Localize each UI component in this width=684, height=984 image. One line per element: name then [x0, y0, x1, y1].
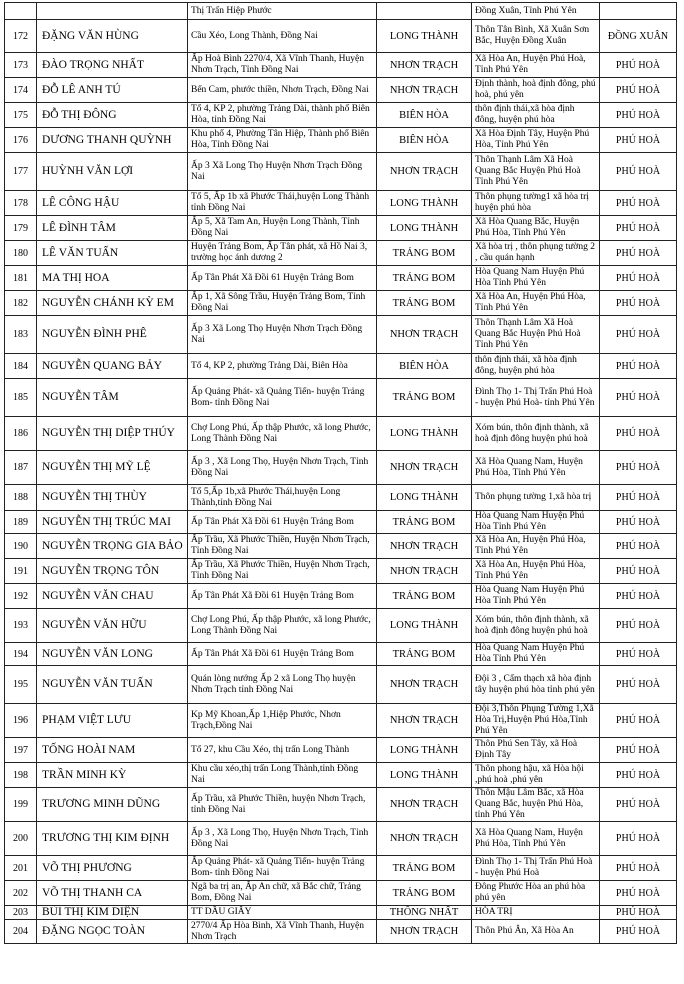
- cell-name: TỐNG HOÀI NAM: [37, 738, 188, 763]
- table-row: [5, 511, 677, 534]
- table-row: [5, 316, 677, 354]
- cell-stt: 199: [5, 788, 37, 822]
- cell-name: NGUYỄN TRỌNG TÔN: [37, 559, 188, 584]
- cell-name: NGUYỄN CHÁNH KỲ EM: [37, 291, 188, 316]
- cell-stt: 184: [5, 354, 37, 379]
- cell-name: MA THỊ HOA: [37, 266, 188, 291]
- cell-home-district: PHÚ HOÀ: [600, 920, 677, 944]
- cell-district: THỐNG NHẤT: [377, 906, 472, 920]
- cell-district: TRẢNG BOM: [377, 291, 472, 316]
- cell-name: NGUYỄN ĐÌNH PHÊ: [37, 316, 188, 354]
- cell-name: NGUYỄN VĂN LONG: [37, 643, 188, 666]
- cell-home-address: Thôn phụng tường1 xã hòa trị huyện phú hòa: [472, 191, 600, 216]
- cell-name: BÙI THỊ KIM DIỆN: [37, 906, 188, 920]
- cell-stt: 174: [5, 78, 37, 103]
- cell-home-address: Xã Hòa An, Huyện Phú Hòa, Tỉnh Phú Yên: [472, 291, 600, 316]
- cell-name: PHẠM VIỆT LƯU: [37, 704, 188, 738]
- cell-home-district: PHÚ HOÀ: [600, 379, 677, 417]
- cell-home-address: Thôn phụng tường 1,xã hòa trị: [472, 485, 600, 511]
- cell-home-district: PHÚ HOÀ: [600, 906, 677, 920]
- cell-home-district: PHÚ HOÀ: [600, 266, 677, 291]
- table-row: [5, 241, 677, 266]
- cell-name: NGUYỄN TÂM: [37, 379, 188, 417]
- cell-home-district: PHÚ HOÀ: [600, 291, 677, 316]
- cell-home-address: Hòa Quang Nam Huyện Phú Hòa Tỉnh Phú Yên: [472, 511, 600, 534]
- cell-home-district: PHÚ HOÀ: [600, 559, 677, 584]
- cell-district: BIÊN HÒA: [377, 354, 472, 379]
- cell-home-district: PHÚ HOÀ: [600, 451, 677, 485]
- cell-home-district: PHÚ HOÀ: [600, 584, 677, 609]
- cell-current-address: Ấp Hoà Bình 2270/4, Xã Vĩnh Thanh, Huyện Nhơn Trạch, Tỉnh Đồng Nai: [188, 53, 377, 78]
- cell-current-address: Ấp Trầu, xã Phước Thiền, huyện Nhơn Trạch, tỉnh Đồng Nai: [188, 788, 377, 822]
- cell-name: LÊ VĂN TUẤN: [37, 241, 188, 266]
- cell-district: LONG THÀNH: [377, 191, 472, 216]
- cell-stt: 190: [5, 534, 37, 559]
- cell-home-district: PHÚ HOÀ: [600, 241, 677, 266]
- cell-home-district: PHÚ HOÀ: [600, 704, 677, 738]
- table-row: [5, 417, 677, 451]
- cell-current-address: Kp Mỹ Khoan,Ấp 1,Hiệp Phước, Nhơn Trạch,Đồng Nai: [188, 704, 377, 738]
- cell-district: NHƠN TRẠCH: [377, 920, 472, 944]
- cell-stt: 195: [5, 666, 37, 704]
- cell-home-address: Đình Thọ 1- Thị Trấn Phú Hoà - huyện Phú Hoà- tỉnh Phú Yên: [472, 379, 600, 417]
- cell-stt: 191: [5, 559, 37, 584]
- cell-stt: 176: [5, 128, 37, 153]
- cell-name: NGUYỄN THỊ DIỆP THÚY: [37, 417, 188, 451]
- cell-name: NGUYỄN THỊ THÙY: [37, 485, 188, 511]
- table-row: [5, 763, 677, 788]
- cell-current-address: Tổ 5, Ấp 1b xã Phước Thái,huyện Long Thành tỉnh Đồng Nai: [188, 191, 377, 216]
- table-row: [5, 788, 677, 822]
- cell-name: NGUYỄN TRỌNG GIA BẢO: [37, 534, 188, 559]
- table-row: [5, 451, 677, 485]
- cell-home-district: PHÚ HOÀ: [600, 417, 677, 451]
- table-row: [5, 881, 677, 906]
- cell-stt: 177: [5, 153, 37, 191]
- table-row: [5, 666, 677, 704]
- cell-home-address: Xóm bún, thôn định thành, xã hoà định đông huyện phú hoà: [472, 609, 600, 643]
- cell-district: NHƠN TRẠCH: [377, 153, 472, 191]
- cell-home-district: PHÚ HOÀ: [600, 53, 677, 78]
- cell-current-address: Ấp Tân Phát Xã Đồi 61 Huyện Trảng Bom: [188, 643, 377, 666]
- cell-district: NHƠN TRẠCH: [377, 451, 472, 485]
- cell-name: NGUYỄN THỊ TRÚC MAI: [37, 511, 188, 534]
- cell-current-address: 2770/4 Ấp Hòa Bình, Xã Vĩnh Thanh, Huyện Nhơn Trạch: [188, 920, 377, 944]
- cell-home-district: ĐỒNG XUÂN: [600, 20, 677, 53]
- cell-home-district: PHÚ HOÀ: [600, 822, 677, 856]
- cell-home-address: Đông Phước Hòa an phú hòa phú yên: [472, 881, 600, 906]
- cell-name: ĐỖ LÊ ANH TÚ: [37, 78, 188, 103]
- cell-home-district: PHÚ HOÀ: [600, 128, 677, 153]
- cell-district: NHƠN TRẠCH: [377, 559, 472, 584]
- cell-district: TRẢNG BOM: [377, 881, 472, 906]
- cell-home-district: PHÚ HOÀ: [600, 78, 677, 103]
- cell-home-district: PHÚ HOÀ: [600, 856, 677, 881]
- cell-home-district: PHÚ HOÀ: [600, 191, 677, 216]
- cell-current-address: Chợ Long Phú, Ấp thập Phước, xã long Phước, Long Thành Đồng Nai: [188, 609, 377, 643]
- cell-stt: 180: [5, 241, 37, 266]
- cell-home-district: PHÚ HOÀ: [600, 881, 677, 906]
- cell-name: ĐẶNG VĂN HÙNG: [37, 20, 188, 53]
- cell-district: TRẢNG BOM: [377, 584, 472, 609]
- cell-home-district: PHÚ HOÀ: [600, 763, 677, 788]
- table-row: [5, 153, 677, 191]
- table-row: [5, 584, 677, 609]
- cell-stt: 183: [5, 316, 37, 354]
- cell-home-address: Xã Hòa Quang Nam, Huyện Phú Hòa, Tỉnh Phú Yên: [472, 451, 600, 485]
- cell-stt: 196: [5, 704, 37, 738]
- cell-name: TRƯƠNG THỊ KIM ĐỊNH: [37, 822, 188, 856]
- cell-name: VÕ THỊ THANH CA: [37, 881, 188, 906]
- cell-stt: 189: [5, 511, 37, 534]
- table-row: [5, 128, 677, 153]
- cell-district: NHƠN TRẠCH: [377, 53, 472, 78]
- cell-stt: 187: [5, 451, 37, 485]
- cell-name: NGUYỄN QUANG BẢY: [37, 354, 188, 379]
- cell-current-address: Ấp Tân Phát Xã Đồi 61 Huyện Trảng Bom: [188, 511, 377, 534]
- cell-district: NHƠN TRẠCH: [377, 788, 472, 822]
- cell-home-address: Xã Hòa Quang Nam, Huyện Phú Hòa, Tỉnh Phú Yên: [472, 822, 600, 856]
- cell-name: TRẦN MINH KỲ: [37, 763, 188, 788]
- cell-stt: 175: [5, 103, 37, 128]
- cell-current-address: Ấp 3 , Xã Long Thọ, Huyện Nhơn Trạch, Tỉnh Đồng Nai: [188, 451, 377, 485]
- table-row: [5, 906, 677, 920]
- cell-name: NGUYỄN THỊ MỸ LỆ: [37, 451, 188, 485]
- cell-home-address: Hòa Quang Nam Huyện Phú Hòa Tỉnh Phú Yên: [472, 584, 600, 609]
- cell-district: TRẢNG BOM: [377, 379, 472, 417]
- cell-home-district: PHÚ HOÀ: [600, 354, 677, 379]
- cell-stt: 179: [5, 216, 37, 241]
- cell-district: [377, 3, 472, 20]
- cell-home-district: PHÚ HOÀ: [600, 485, 677, 511]
- cell-name: ĐÀO TRỌNG NHẤT: [37, 53, 188, 78]
- cell-current-address: Ấp 3 , Xã Long Thọ, Huyện Nhơn Trạch, Tỉnh Đồng Nai: [188, 822, 377, 856]
- cell-name: NGUYỄN VĂN TUẤN: [37, 666, 188, 704]
- cell-stt: [5, 3, 37, 20]
- cell-name: LÊ CÔNG HẬU: [37, 191, 188, 216]
- cell-home-district: PHÚ HOÀ: [600, 534, 677, 559]
- cell-home-district: PHÚ HOÀ: [600, 643, 677, 666]
- cell-name: NGUYỄN VĂN HỮU: [37, 609, 188, 643]
- table-row: [5, 643, 677, 666]
- cell-home-address: Xóm bún, thôn định thành, xã hoà định đông huyện phú hoà: [472, 417, 600, 451]
- cell-home-address: Hòa Quang Nam Huyện Phú Hòa Tỉnh Phú Yên: [472, 643, 600, 666]
- cell-stt: 173: [5, 53, 37, 78]
- cell-current-address: Ấp Quảng Phát- xã Quảng Tiến- huyện Trảng Bom- tỉnh Đồng Nai: [188, 379, 377, 417]
- cell-stt: 203: [5, 906, 37, 920]
- cell-current-address: Khu cầu xéo,thị trấn Long Thành,tỉnh Đồng Nai: [188, 763, 377, 788]
- cell-district: BIÊN HÒA: [377, 103, 472, 128]
- table-row: [5, 266, 677, 291]
- cell-district: LONG THÀNH: [377, 609, 472, 643]
- cell-stt: 185: [5, 379, 37, 417]
- cell-name: TRƯƠNG MINH DŨNG: [37, 788, 188, 822]
- cell-district: NHƠN TRẠCH: [377, 822, 472, 856]
- cell-home-address: Thôn Tân Bình, Xã Xuân Sơn Bắc, Huyện Đồng Xuân: [472, 20, 600, 53]
- table-row: [5, 354, 677, 379]
- table-row: [5, 534, 677, 559]
- cell-name: [37, 3, 188, 20]
- table-row: [5, 559, 677, 584]
- cell-home-district: PHÚ HOÀ: [600, 103, 677, 128]
- cell-stt: 198: [5, 763, 37, 788]
- cell-name: LÊ ĐÌNH TÂM: [37, 216, 188, 241]
- cell-home-address: Thôn Phú Ân, Xã Hòa An: [472, 920, 600, 944]
- cell-stt: 194: [5, 643, 37, 666]
- cell-district: TRẢNG BOM: [377, 241, 472, 266]
- cell-stt: 182: [5, 291, 37, 316]
- cell-district: NHƠN TRẠCH: [377, 666, 472, 704]
- cell-name: NGUYỄN VĂN CHAU: [37, 584, 188, 609]
- cell-home-address: Đội 3 , Cẩm thạch xã hòa định tây huyện phú hòa tỉnh phú yên: [472, 666, 600, 704]
- cell-stt: 192: [5, 584, 37, 609]
- cell-district: LONG THÀNH: [377, 417, 472, 451]
- cell-home-address: Xã hòa trị , thôn phụng tường 2 , cầu quán hạnh: [472, 241, 600, 266]
- table-row: [5, 3, 677, 20]
- cell-home-address: Thôn phong hậu, xã Hòa hội ,phú hoà ,phú yên: [472, 763, 600, 788]
- cell-district: TRẢNG BOM: [377, 856, 472, 881]
- table-row: [5, 822, 677, 856]
- cell-home-district: PHÚ HOÀ: [600, 216, 677, 241]
- cell-current-address: Bến Cam, phước thiền, Nhơn Trạch, Đồng Nai: [188, 78, 377, 103]
- cell-stt: 181: [5, 266, 37, 291]
- cell-district: LONG THÀNH: [377, 20, 472, 53]
- cell-district: TRẢNG BOM: [377, 266, 472, 291]
- cell-home-address: Thôn Thạnh Lâm Xã Hoà Quang Bắc Huyện Phú Hoà Tỉnh Phú Yên: [472, 153, 600, 191]
- table-row: [5, 53, 677, 78]
- cell-home-district: PHÚ HOÀ: [600, 316, 677, 354]
- cell-stt: 200: [5, 822, 37, 856]
- cell-home-district: PHÚ HOÀ: [600, 666, 677, 704]
- cell-name: ĐỖ THỊ ĐÔNG: [37, 103, 188, 128]
- cell-current-address: Cầu Xéo, Long Thành, Đồng Nai: [188, 20, 377, 53]
- cell-district: LONG THÀNH: [377, 216, 472, 241]
- cell-home-address: Xã Hòa Định Tây, Huyện Phú Hòa, Tỉnh Phú Yên: [472, 128, 600, 153]
- cell-current-address: Khu phố 4, Phường Tân Hiệp, Thành phố Biên Hòa, Tỉnh Đồng Nai: [188, 128, 377, 153]
- cell-home-address: Hòa Quang Nam Huyện Phú Hòa Tỉnh Phú Yên: [472, 266, 600, 291]
- cell-home-address: Đồng Xuân, Tỉnh Phú Yên: [472, 3, 600, 20]
- table-row: [5, 609, 677, 643]
- cell-current-address: Ấp Quảng Phát- xã Quảng Tiến- huyện Trảng Bom- tỉnh Đồng Nai: [188, 856, 377, 881]
- cell-home-address: Xã Hòa An, Huyện Phú Hòa, Tỉnh Phú Yên: [472, 559, 600, 584]
- table-row: [5, 78, 677, 103]
- cell-district: TRẢNG BOM: [377, 643, 472, 666]
- table-row: [5, 920, 677, 944]
- cell-current-address: TT DẦU GIÂY: [188, 906, 377, 920]
- registration-table: [4, 2, 677, 944]
- cell-home-district: PHÚ HOÀ: [600, 738, 677, 763]
- cell-stt: 186: [5, 417, 37, 451]
- table-row: [5, 856, 677, 881]
- cell-current-address: Chợ Long Phú, Ấp thập Phước, xã long Phước, Long Thành Đồng Nai: [188, 417, 377, 451]
- cell-current-address: Ấp Tân Phát Xã Đồi 61 Huyện Trảng Bom: [188, 584, 377, 609]
- cell-stt: 202: [5, 881, 37, 906]
- cell-current-address: Ấp Tân Phát Xã Đồi 61 Huyện Trảng Bom: [188, 266, 377, 291]
- cell-home-district: PHÚ HOÀ: [600, 609, 677, 643]
- cell-current-address: Ấp 5, Xã Tam An, Huyện Long Thành, Tỉnh Đồng Nai: [188, 216, 377, 241]
- table-row: [5, 379, 677, 417]
- cell-home-address: thôn định thái,xã hòa định đông, huyện phú hòa: [472, 103, 600, 128]
- cell-stt: 204: [5, 920, 37, 944]
- cell-stt: 193: [5, 609, 37, 643]
- cell-district: LONG THÀNH: [377, 485, 472, 511]
- cell-current-address: Huyện Trảng Bom, Ấp Tân phát, xã Hồ Nai 3, trường học ánh dương 2: [188, 241, 377, 266]
- cell-current-address: Ấp 3 Xã Long Thọ Huyện Nhơn Trạch Đồng Nai: [188, 316, 377, 354]
- cell-current-address: Ấp Trầu, Xã Phước Thiền, Huyện Nhơn Trạch, Tỉnh Đồng Nai: [188, 559, 377, 584]
- table-row: [5, 704, 677, 738]
- table-row: [5, 191, 677, 216]
- cell-district: NHƠN TRẠCH: [377, 316, 472, 354]
- cell-stt: 201: [5, 856, 37, 881]
- cell-district: TRẢNG BOM: [377, 511, 472, 534]
- cell-home-address: Thôn Mậu Lâm Bắc, xã Hòa Quang Bắc, huyện Phú Hòa, tỉnh Phú Yên: [472, 788, 600, 822]
- cell-district: BIÊN HÒA: [377, 128, 472, 153]
- cell-name: ĐẶNG NGỌC TOÀN: [37, 920, 188, 944]
- cell-stt: 197: [5, 738, 37, 763]
- cell-name: VÕ THỊ PHƯƠNG: [37, 856, 188, 881]
- cell-district: NHƠN TRẠCH: [377, 704, 472, 738]
- cell-home-district: PHÚ HOÀ: [600, 511, 677, 534]
- cell-current-address: Tổ 4, KP 2, phường Trảng Dài, thành phố Biên Hòa, tỉnh Đồng Nai: [188, 103, 377, 128]
- cell-name: HUỲNH VĂN LỢI: [37, 153, 188, 191]
- cell-stt: 188: [5, 485, 37, 511]
- cell-home-district: [600, 3, 677, 20]
- table-row: [5, 485, 677, 511]
- cell-current-address: Tổ 4, KP 2, phường Trảng Dài, Biên Hòa: [188, 354, 377, 379]
- cell-home-address: Thôn Phú Sen Tây, xã Hoà Định Tây: [472, 738, 600, 763]
- cell-home-address: Xã Hòa An, Huyện Phú Hoà, Tỉnh Phú Yên: [472, 53, 600, 78]
- cell-home-address: Thôn Thạnh Lâm Xã Hoà Quang Bắc Huyện Phú Hoà Tỉnh Phú Yên: [472, 316, 600, 354]
- cell-stt: 172: [5, 20, 37, 53]
- cell-stt: 178: [5, 191, 37, 216]
- cell-home-district: PHÚ HOÀ: [600, 153, 677, 191]
- cell-home-address: Định thành, hoà định đông, phú hoà, phú yên: [472, 78, 600, 103]
- cell-current-address: Ấp Trầu, Xã Phước Thiền, Huyện Nhơn Trạch, Tỉnh Đồng Nai: [188, 534, 377, 559]
- cell-district: LONG THÀNH: [377, 738, 472, 763]
- table-row: [5, 291, 677, 316]
- cell-home-address: Đội 3,Thôn Phụng Tường 1,Xã Hòa Trị,Huyện Phú Hòa,Tỉnh Phú Yên: [472, 704, 600, 738]
- cell-home-address: thôn định thái, xã hòa định đông, huyện phú hòa: [472, 354, 600, 379]
- cell-home-address: HÒA TRỊ: [472, 906, 600, 920]
- table-row: [5, 20, 677, 53]
- cell-district: NHƠN TRẠCH: [377, 78, 472, 103]
- cell-current-address: Ấp 1, Xã Sông Trầu, Huyện Trảng Bom, Tỉnh Đồng Nai: [188, 291, 377, 316]
- cell-home-district: PHÚ HOÀ: [600, 788, 677, 822]
- cell-district: LONG THÀNH: [377, 763, 472, 788]
- cell-home-address: Đình Thọ 1- Thị Trấn Phú Hoà - huyện Phú Hoà: [472, 856, 600, 881]
- table-body: [5, 3, 677, 944]
- table-row: [5, 103, 677, 128]
- cell-name: DƯƠNG THANH QUỲNH: [37, 128, 188, 153]
- cell-current-address: Ngã ba trị an, Ấp An chữ, xã Bắc chữ, Trảng Bom, Đồng Nai: [188, 881, 377, 906]
- cell-home-address: Xã Hòa Quang Bắc, Huyện Phú Hòa, Tỉnh Phú Yên: [472, 216, 600, 241]
- cell-current-address: Tổ 5,Ấp 1b,xã Phước Thái,huyện Long Thành,tỉnh Đồng Nai: [188, 485, 377, 511]
- cell-current-address: Quán lòng nướng Ấp 2 xã Long Thọ huyện Nhơn Trạch tỉnh Đồng Nai: [188, 666, 377, 704]
- cell-current-address: Tổ 27, khu Cầu Xéo, thị trấn Long Thành: [188, 738, 377, 763]
- table-row: [5, 216, 677, 241]
- cell-home-address: Xã Hòa An, Huyện Phú Hòa, Tỉnh Phú Yên: [472, 534, 600, 559]
- cell-current-address: Thị Trấn Hiệp Phước: [188, 3, 377, 20]
- cell-district: NHƠN TRẠCH: [377, 534, 472, 559]
- cell-current-address: Ấp 3 Xã Long Thọ Huyện Nhơn Trạch Đồng Nai: [188, 153, 377, 191]
- table-row: [5, 738, 677, 763]
